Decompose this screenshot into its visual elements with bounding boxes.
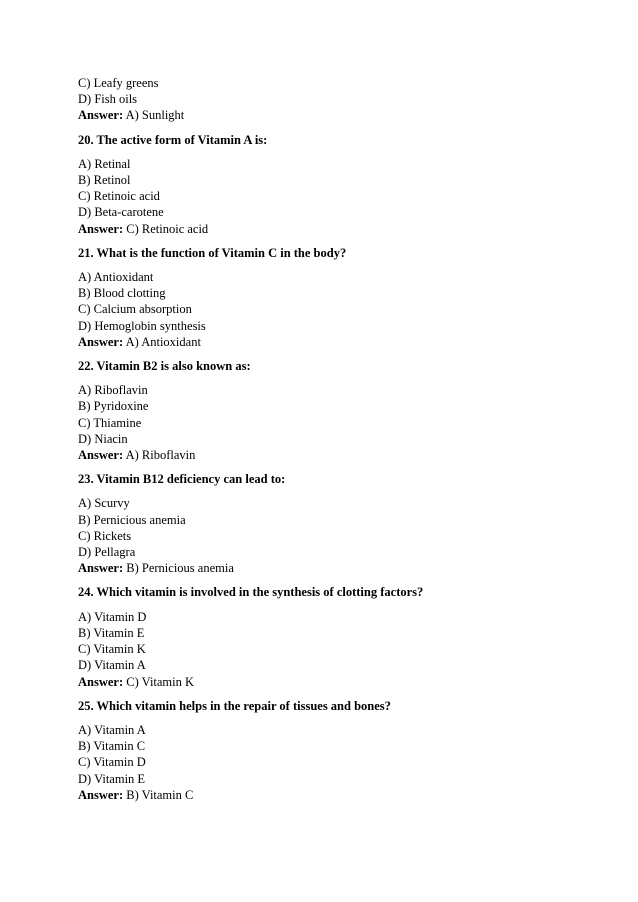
answer-label: Answer: [78, 448, 124, 463]
question-title: 22. Vitamin B2 is also known as: [78, 359, 251, 374]
answer-value: B) Vitamin C [123, 787, 194, 802]
answer-value: B) Pernicious anemia [123, 561, 234, 576]
option: B) Retinol [78, 173, 131, 188]
answer-value: A) Antioxidant [123, 334, 201, 349]
question-title: 24. Which vitamin is involved in the synthesis of clotting factors? [78, 585, 424, 600]
option: C) Retinoic acid [78, 189, 160, 204]
option: D) Fish oils [78, 92, 138, 107]
option: D) Vitamin E [78, 771, 146, 786]
option: D) Beta-carotene [78, 205, 164, 220]
question-block [78, 358, 578, 463]
option: A) Vitamin A [78, 722, 146, 737]
question-title: 20. The active form of Vitamin A is: [78, 132, 268, 147]
option: C) Vitamin D [78, 755, 146, 770]
answer-line [78, 447, 578, 463]
question-block [78, 132, 578, 237]
answer-label: Answer: [78, 674, 124, 689]
option: C) Leafy greens [78, 76, 159, 90]
option: C) Vitamin K [78, 642, 146, 657]
option: A) Riboflavin [78, 383, 148, 398]
option: A) Antioxidant [78, 270, 154, 285]
answer-line [78, 107, 578, 123]
answer-line [78, 674, 578, 690]
option: A) Vitamin D [78, 609, 147, 624]
answer-value: A) Sunlight [123, 108, 185, 123]
answer-line [78, 334, 578, 350]
continued-question [78, 75, 578, 124]
answer-value: A) Riboflavin [123, 448, 196, 463]
question-title: 21. What is the function of Vitamin C in the body? [78, 245, 347, 260]
option: A) Scurvy [78, 496, 130, 511]
answer-line [78, 787, 578, 803]
answer-value: C) Retinoic acid [123, 221, 209, 236]
answer-label: Answer: [78, 334, 124, 349]
option: D) Pellagra [78, 545, 136, 560]
answer-line [78, 221, 578, 237]
document-page [78, 75, 578, 803]
option: B) Pernicious anemia [78, 512, 186, 527]
question-block [78, 471, 578, 576]
answer-label: Answer: [78, 221, 124, 236]
answer-label: Answer: [78, 787, 124, 802]
option: C) Rickets [78, 528, 132, 543]
option: D) Niacin [78, 431, 128, 446]
answer-label: Answer: [78, 108, 124, 123]
question-block [78, 698, 578, 803]
answer-value: C) Vitamin K [123, 674, 195, 689]
option: D) Vitamin A [78, 658, 146, 673]
answer-label: Answer: [78, 561, 124, 576]
question-block [78, 245, 578, 350]
option: B) Blood clotting [78, 286, 166, 301]
answer-line [78, 560, 578, 576]
option: B) Vitamin E [78, 625, 145, 640]
option: B) Pyridoxine [78, 399, 149, 414]
option: D) Hemoglobin synthesis [78, 318, 206, 333]
question-title: 23. Vitamin B12 deficiency can lead to: [78, 472, 286, 487]
option: C) Thiamine [78, 415, 142, 430]
question-block [78, 584, 578, 689]
option: C) Calcium absorption [78, 302, 192, 317]
option: A) Retinal [78, 156, 131, 171]
option: B) Vitamin C [78, 739, 146, 754]
question-title: 25. Which vitamin helps in the repair of tissues and bones? [78, 698, 391, 713]
